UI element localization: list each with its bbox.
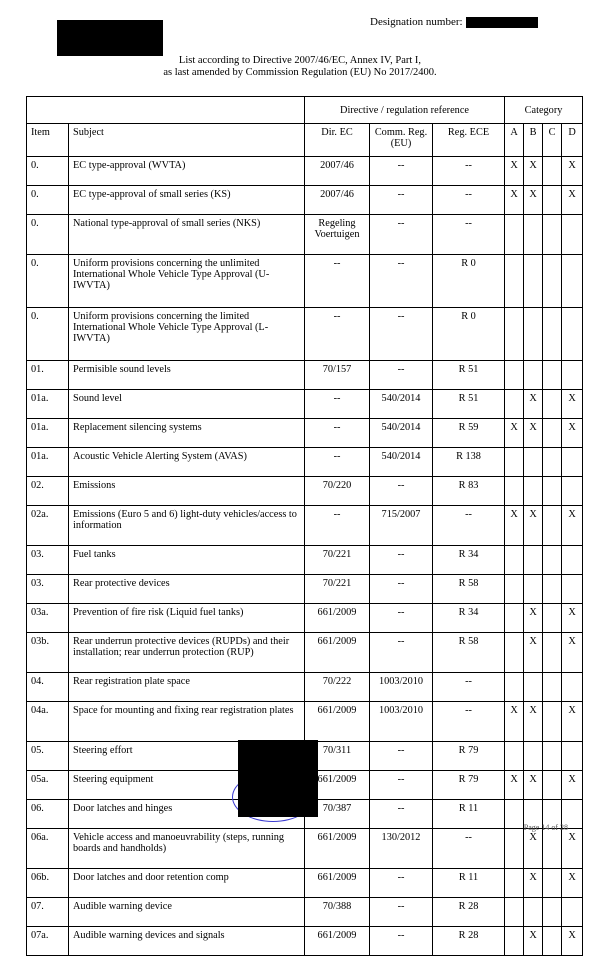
cell-cat-a bbox=[505, 604, 524, 633]
cell-item: 03a. bbox=[27, 604, 69, 633]
title-line-1: List according to Directive 2007/46/EC, Annex IV, Part I, bbox=[178, 55, 422, 66]
cell-subject: Audible warning device bbox=[69, 898, 305, 927]
cell-cat-b bbox=[524, 308, 543, 361]
cell-subject: Emissions (Euro 5 and 6) light-duty vehicles/access to information bbox=[69, 506, 305, 546]
cell-comm-reg: -- bbox=[370, 361, 433, 390]
cell-comm-reg: 715/2007 bbox=[370, 506, 433, 546]
cell-dir-ec: 70/220 bbox=[305, 477, 370, 506]
cell-item: 04. bbox=[27, 673, 69, 702]
cell-item: 01a. bbox=[27, 448, 69, 477]
cell-comm-reg: -- bbox=[370, 255, 433, 308]
table-row bbox=[27, 506, 583, 546]
cell-cat-b: X bbox=[524, 419, 543, 448]
cell-comm-reg: -- bbox=[370, 186, 433, 215]
cell-cat-d bbox=[562, 546, 583, 575]
cell-cat-a bbox=[505, 361, 524, 390]
col-subject-header: Subject bbox=[69, 124, 305, 157]
cell-comm-reg: -- bbox=[370, 742, 433, 771]
cell-comm-reg: -- bbox=[370, 800, 433, 829]
cell-comm-reg: 1003/2010 bbox=[370, 702, 433, 742]
cell-cat-a bbox=[505, 477, 524, 506]
cell-dir-ec: -- bbox=[305, 448, 370, 477]
cell-cat-a: X bbox=[505, 702, 524, 742]
cell-cat-a bbox=[505, 390, 524, 419]
cell-comm-reg: -- bbox=[370, 575, 433, 604]
cell-cat-d: X bbox=[562, 869, 583, 898]
col-comm-reg-header: Comm. Reg. (EU) bbox=[370, 124, 433, 157]
cell-dir-ec: 661/2009 bbox=[305, 829, 370, 869]
cell-reg-ece: R 83 bbox=[433, 477, 505, 506]
cell-reg-ece: R 138 bbox=[433, 448, 505, 477]
table-row bbox=[27, 633, 583, 673]
cell-cat-b: X bbox=[524, 604, 543, 633]
cell-cat-d bbox=[562, 255, 583, 308]
cell-cat-d: X bbox=[562, 186, 583, 215]
cell-cat-b bbox=[524, 215, 543, 255]
cell-reg-ece: R 51 bbox=[433, 361, 505, 390]
col-dir-ec-header: Dir. EC bbox=[305, 124, 370, 157]
cell-dir-ec: 70/221 bbox=[305, 575, 370, 604]
cell-cat-b: X bbox=[524, 702, 543, 742]
cell-comm-reg: -- bbox=[370, 869, 433, 898]
cell-cat-c bbox=[543, 419, 562, 448]
cell-cat-d: X bbox=[562, 506, 583, 546]
cell-dir-ec: 70/311 bbox=[305, 742, 370, 771]
cell-cat-c bbox=[543, 633, 562, 673]
cell-comm-reg: -- bbox=[370, 157, 433, 186]
cell-cat-a bbox=[505, 829, 524, 869]
cell-item: 0. bbox=[27, 157, 69, 186]
col-cat-d-header: D bbox=[562, 124, 583, 157]
cell-cat-b: X bbox=[524, 157, 543, 186]
cell-item: 0. bbox=[27, 255, 69, 308]
cell-item: 06a. bbox=[27, 829, 69, 869]
cell-reg-ece: R 79 bbox=[433, 771, 505, 800]
table-row bbox=[27, 546, 583, 575]
cell-cat-a bbox=[505, 255, 524, 308]
cell-item: 03. bbox=[27, 575, 69, 604]
table-row bbox=[27, 157, 583, 186]
cell-cat-c bbox=[543, 927, 562, 956]
cell-subject: Prevention of fire risk (Liquid fuel tanks) bbox=[69, 604, 305, 633]
cell-subject: EC type-approval (WVTA) bbox=[69, 157, 305, 186]
table-row bbox=[27, 186, 583, 215]
cell-cat-c bbox=[543, 361, 562, 390]
cell-dir-ec: -- bbox=[305, 390, 370, 419]
table-row bbox=[27, 308, 583, 361]
cell-cat-d bbox=[562, 898, 583, 927]
cell-cat-b bbox=[524, 673, 543, 702]
cell-item: 0. bbox=[27, 308, 69, 361]
cell-reg-ece: -- bbox=[433, 702, 505, 742]
cell-reg-ece: -- bbox=[433, 829, 505, 869]
cell-cat-d: X bbox=[562, 829, 583, 869]
cell-comm-reg: 1003/2010 bbox=[370, 673, 433, 702]
cell-cat-c bbox=[543, 448, 562, 477]
designation-number bbox=[370, 16, 538, 28]
cell-cat-b: X bbox=[524, 869, 543, 898]
cell-item: 01. bbox=[27, 361, 69, 390]
cell-reg-ece: R 28 bbox=[433, 927, 505, 956]
cell-cat-a bbox=[505, 869, 524, 898]
cell-cat-b: X bbox=[524, 390, 543, 419]
cell-reg-ece: R 59 bbox=[433, 419, 505, 448]
col-cat-b-header: B bbox=[524, 124, 543, 157]
title-line-2: as last amended by Commission Regulation (EU) No 2017/2400. bbox=[163, 67, 437, 78]
cell-cat-c bbox=[543, 575, 562, 604]
cell-cat-d bbox=[562, 477, 583, 506]
cell-item: 02a. bbox=[27, 506, 69, 546]
cell-dir-ec: 70/221 bbox=[305, 546, 370, 575]
cell-cat-b bbox=[524, 742, 543, 771]
cell-subject: Uniform provisions concerning the limited International Whole Vehicle Type Approval (L-IWVTA) bbox=[69, 308, 305, 361]
table-row bbox=[27, 390, 583, 419]
cell-cat-b bbox=[524, 361, 543, 390]
cell-cat-d: X bbox=[562, 771, 583, 800]
cell-reg-ece: R 11 bbox=[433, 869, 505, 898]
cell-cat-a: X bbox=[505, 186, 524, 215]
cell-subject: Rear underrun protective devices (RUPDs) and their installation; rear underrun protection (RUP) bbox=[69, 633, 305, 673]
cell-comm-reg: -- bbox=[370, 927, 433, 956]
cell-item: 03. bbox=[27, 546, 69, 575]
group-category-header: Category bbox=[505, 97, 583, 124]
cell-cat-a bbox=[505, 633, 524, 673]
cell-cat-b: X bbox=[524, 829, 543, 869]
cell-cat-a bbox=[505, 215, 524, 255]
cell-cat-d: X bbox=[562, 702, 583, 742]
cell-cat-b bbox=[524, 898, 543, 927]
cell-reg-ece: R 51 bbox=[433, 390, 505, 419]
designation-label: Designation number: bbox=[370, 16, 463, 28]
cell-comm-reg: -- bbox=[370, 215, 433, 255]
cell-reg-ece: -- bbox=[433, 673, 505, 702]
cell-subject: National type-approval of small series (NKS) bbox=[69, 215, 305, 255]
cell-cat-a bbox=[505, 742, 524, 771]
cell-comm-reg: -- bbox=[370, 771, 433, 800]
cell-dir-ec: -- bbox=[305, 506, 370, 546]
cell-comm-reg: 540/2014 bbox=[370, 448, 433, 477]
cell-reg-ece: R 58 bbox=[433, 575, 505, 604]
cell-item: 05. bbox=[27, 742, 69, 771]
cell-reg-ece: R 0 bbox=[433, 255, 505, 308]
group-header-row bbox=[27, 97, 583, 124]
cell-dir-ec: 661/2009 bbox=[305, 927, 370, 956]
cell-cat-d: X bbox=[562, 604, 583, 633]
cell-dir-ec: -- bbox=[305, 308, 370, 361]
cell-dir-ec: 661/2009 bbox=[305, 604, 370, 633]
cell-reg-ece: R 34 bbox=[433, 604, 505, 633]
cell-comm-reg: -- bbox=[370, 898, 433, 927]
cell-cat-a bbox=[505, 673, 524, 702]
cell-item: 0. bbox=[27, 186, 69, 215]
table-row bbox=[27, 361, 583, 390]
cell-cat-c bbox=[543, 829, 562, 869]
cell-cat-a bbox=[505, 448, 524, 477]
cell-subject: Vehicle access and manoeuvrability (steps, running boards and handholds) bbox=[69, 829, 305, 869]
cell-comm-reg: 540/2014 bbox=[370, 419, 433, 448]
cell-cat-a bbox=[505, 575, 524, 604]
cell-cat-b: X bbox=[524, 186, 543, 215]
cell-comm-reg: 130/2012 bbox=[370, 829, 433, 869]
cell-subject: Sound level bbox=[69, 390, 305, 419]
cell-item: 01a. bbox=[27, 390, 69, 419]
table-row bbox=[27, 673, 583, 702]
cell-cat-a: X bbox=[505, 506, 524, 546]
cell-cat-d: X bbox=[562, 633, 583, 673]
column-header-row bbox=[27, 124, 583, 157]
cell-cat-b: X bbox=[524, 771, 543, 800]
cell-subject: EC type-approval of small series (KS) bbox=[69, 186, 305, 215]
group-header-blank bbox=[27, 97, 305, 124]
cell-dir-ec: 70/157 bbox=[305, 361, 370, 390]
table-row bbox=[27, 927, 583, 956]
document-title bbox=[0, 55, 600, 79]
cell-dir-ec: -- bbox=[305, 419, 370, 448]
cell-cat-d bbox=[562, 673, 583, 702]
cell-cat-d: X bbox=[562, 927, 583, 956]
cell-cat-c bbox=[543, 604, 562, 633]
cell-subject: Acoustic Vehicle Alerting System (AVAS) bbox=[69, 448, 305, 477]
cell-cat-b bbox=[524, 448, 543, 477]
cell-dir-ec: 70/222 bbox=[305, 673, 370, 702]
cell-cat-c bbox=[543, 898, 562, 927]
cell-dir-ec: 2007/46 bbox=[305, 157, 370, 186]
cell-cat-c bbox=[543, 390, 562, 419]
redacted-signature bbox=[238, 740, 318, 817]
cell-cat-c bbox=[543, 255, 562, 308]
cell-comm-reg: -- bbox=[370, 477, 433, 506]
cell-cat-b: X bbox=[524, 506, 543, 546]
cell-reg-ece: R 79 bbox=[433, 742, 505, 771]
cell-item: 02. bbox=[27, 477, 69, 506]
cell-dir-ec: 661/2009 bbox=[305, 869, 370, 898]
cell-reg-ece: R 34 bbox=[433, 546, 505, 575]
cell-dir-ec: 70/388 bbox=[305, 898, 370, 927]
cell-cat-d bbox=[562, 742, 583, 771]
cell-cat-c bbox=[543, 186, 562, 215]
cell-dir-ec: -- bbox=[305, 255, 370, 308]
cell-comm-reg: 540/2014 bbox=[370, 390, 433, 419]
cell-cat-d bbox=[562, 361, 583, 390]
cell-cat-d: X bbox=[562, 390, 583, 419]
table-row bbox=[27, 255, 583, 308]
cell-item: 07a. bbox=[27, 927, 69, 956]
col-cat-a-header: A bbox=[505, 124, 524, 157]
table-row bbox=[27, 575, 583, 604]
cell-item: 0. bbox=[27, 215, 69, 255]
cell-subject: Steering effort bbox=[69, 742, 305, 771]
cell-subject: Door latches and door retention comp bbox=[69, 869, 305, 898]
col-reg-ece-header: Reg. ECE bbox=[433, 124, 505, 157]
cell-cat-a bbox=[505, 898, 524, 927]
cell-cat-d: X bbox=[562, 157, 583, 186]
cell-cat-b bbox=[524, 575, 543, 604]
cell-subject: Fuel tanks bbox=[69, 546, 305, 575]
cell-subject: Rear registration plate space bbox=[69, 673, 305, 702]
cell-cat-c bbox=[543, 742, 562, 771]
cell-cat-a: X bbox=[505, 157, 524, 186]
redaction-block bbox=[466, 17, 538, 28]
cell-cat-c bbox=[543, 477, 562, 506]
table-row bbox=[27, 604, 583, 633]
cell-cat-d bbox=[562, 448, 583, 477]
cell-subject: Uniform provisions concerning the unlimited International Whole Vehicle Type Approval (U-IWVTA) bbox=[69, 255, 305, 308]
cell-item: 06b. bbox=[27, 869, 69, 898]
cell-cat-d bbox=[562, 308, 583, 361]
cell-comm-reg: -- bbox=[370, 308, 433, 361]
cell-reg-ece: -- bbox=[433, 186, 505, 215]
cell-item: 05a. bbox=[27, 771, 69, 800]
table-row bbox=[27, 829, 583, 869]
cell-cat-c bbox=[543, 702, 562, 742]
cell-subject: Permisible sound levels bbox=[69, 361, 305, 390]
cell-cat-c bbox=[543, 157, 562, 186]
cell-item: 01a. bbox=[27, 419, 69, 448]
table-row bbox=[27, 702, 583, 742]
cell-cat-b bbox=[524, 255, 543, 308]
cell-cat-c bbox=[543, 673, 562, 702]
cell-reg-ece: R 28 bbox=[433, 898, 505, 927]
cell-cat-a bbox=[505, 546, 524, 575]
col-cat-c-header: C bbox=[543, 124, 562, 157]
cell-cat-a bbox=[505, 308, 524, 361]
cell-cat-a: X bbox=[505, 419, 524, 448]
cell-reg-ece: R 11 bbox=[433, 800, 505, 829]
cell-comm-reg: -- bbox=[370, 604, 433, 633]
cell-cat-b bbox=[524, 546, 543, 575]
cell-dir-ec: 661/2009 bbox=[305, 702, 370, 742]
cell-dir-ec: 70/387 bbox=[305, 800, 370, 829]
cell-cat-c bbox=[543, 506, 562, 546]
cell-cat-a bbox=[505, 800, 524, 829]
table-row bbox=[27, 419, 583, 448]
cell-cat-d: X bbox=[562, 419, 583, 448]
cell-dir-ec: Regeling Voertuigen bbox=[305, 215, 370, 255]
cell-cat-c bbox=[543, 869, 562, 898]
cell-subject: Rear protective devices bbox=[69, 575, 305, 604]
cell-reg-ece: -- bbox=[433, 215, 505, 255]
cell-dir-ec: 661/2009 bbox=[305, 633, 370, 673]
group-directive-header: Directive / regulation reference bbox=[305, 97, 505, 124]
cell-cat-a bbox=[505, 927, 524, 956]
redacted-logo bbox=[57, 20, 163, 56]
cell-cat-b: X bbox=[524, 927, 543, 956]
cell-cat-b: X bbox=[524, 633, 543, 673]
cell-item: 06. bbox=[27, 800, 69, 829]
cell-comm-reg: -- bbox=[370, 546, 433, 575]
cell-cat-d bbox=[562, 575, 583, 604]
table-row bbox=[27, 898, 583, 927]
cell-subject: Replacement silencing systems bbox=[69, 419, 305, 448]
cell-subject: Audible warning devices and signals bbox=[69, 927, 305, 956]
cell-cat-d bbox=[562, 215, 583, 255]
cell-cat-c bbox=[543, 771, 562, 800]
cell-reg-ece: R 58 bbox=[433, 633, 505, 673]
table-row bbox=[27, 448, 583, 477]
cell-subject: Door latches and hinges bbox=[69, 800, 305, 829]
table-row bbox=[27, 215, 583, 255]
cell-cat-c bbox=[543, 308, 562, 361]
cell-subject: Emissions bbox=[69, 477, 305, 506]
cell-cat-c bbox=[543, 215, 562, 255]
page-number: Page 14 of 28 bbox=[523, 823, 568, 832]
cell-subject: Steering equipment bbox=[69, 771, 305, 800]
cell-item: 04a. bbox=[27, 702, 69, 742]
cell-reg-ece: -- bbox=[433, 157, 505, 186]
cell-item: 07. bbox=[27, 898, 69, 927]
cell-dir-ec: 2007/46 bbox=[305, 186, 370, 215]
cell-reg-ece: -- bbox=[433, 506, 505, 546]
cell-reg-ece: R 0 bbox=[433, 308, 505, 361]
cell-dir-ec: 661/2009 bbox=[305, 771, 370, 800]
table-row bbox=[27, 869, 583, 898]
cell-subject: Space for mounting and fixing rear registration plates bbox=[69, 702, 305, 742]
cell-cat-b bbox=[524, 477, 543, 506]
regulation-table bbox=[26, 96, 583, 956]
cell-cat-a: X bbox=[505, 771, 524, 800]
cell-comm-reg: -- bbox=[370, 633, 433, 673]
table-row bbox=[27, 477, 583, 506]
col-item-header: Item bbox=[27, 124, 69, 157]
cell-item: 03b. bbox=[27, 633, 69, 673]
cell-cat-c bbox=[543, 546, 562, 575]
